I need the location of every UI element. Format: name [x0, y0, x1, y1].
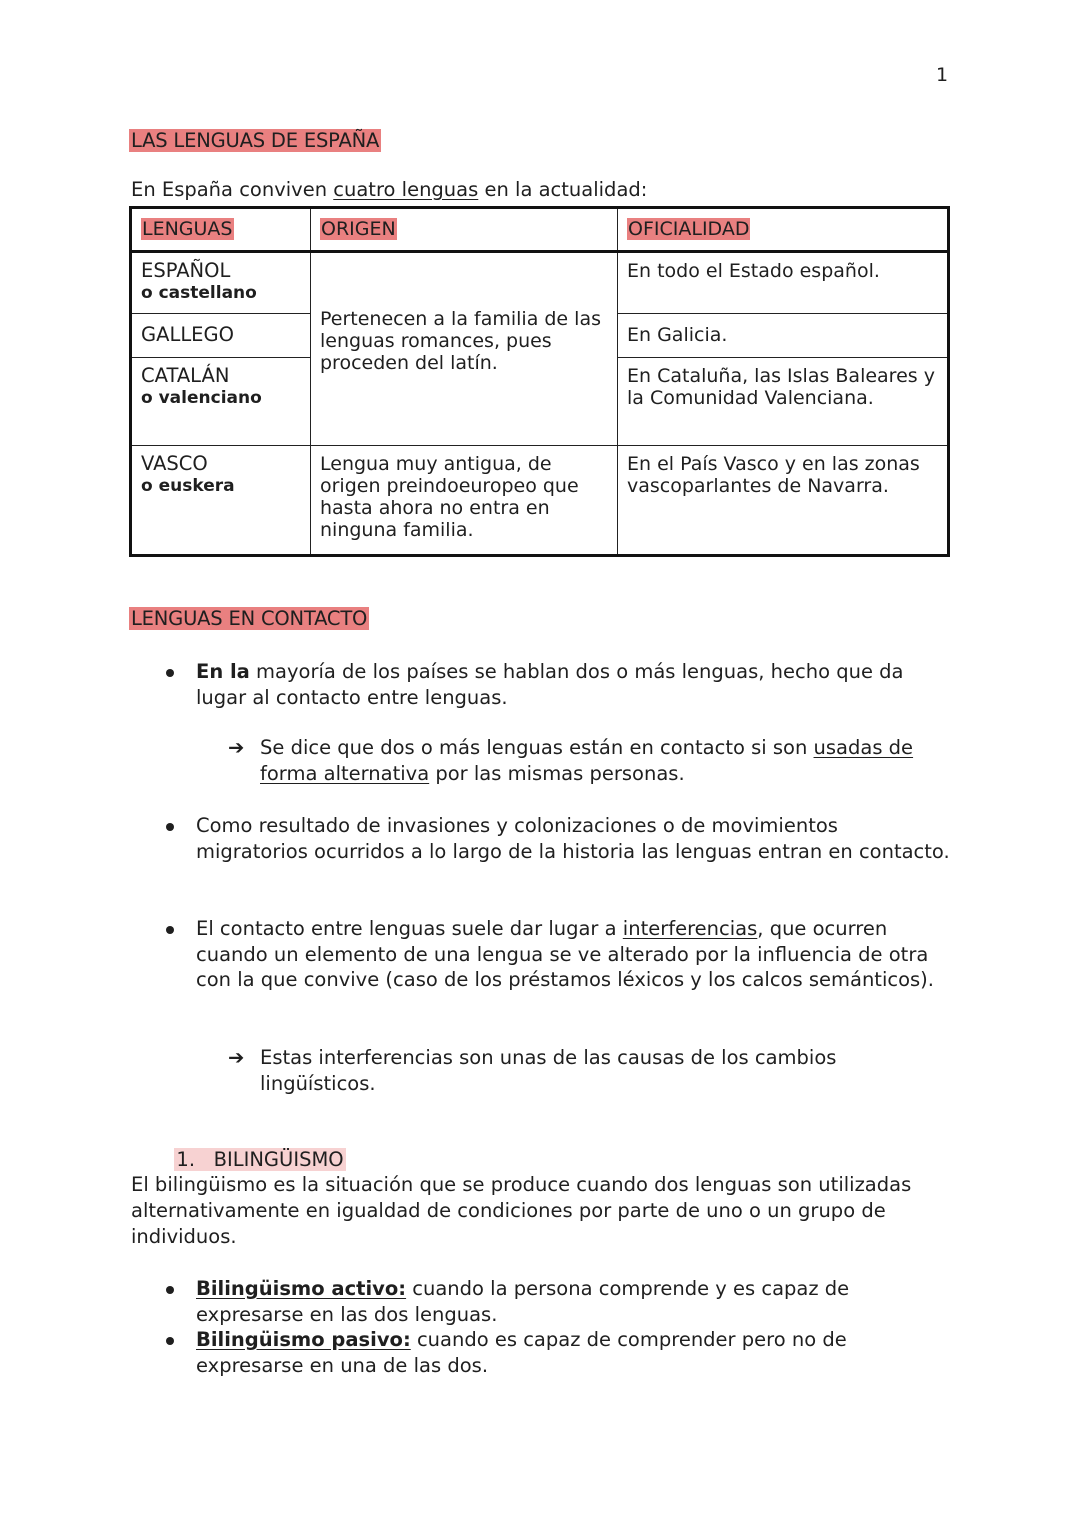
official-cell: En todo el Estado español. [618, 252, 949, 314]
lang-cell: VASCO o euskera [131, 446, 311, 556]
arrow-icon: ➔ [228, 1046, 245, 1069]
official-cell: En Galicia. [618, 314, 949, 358]
list-item: Bilingüismo pasivo: cuando es capaz de comprender pero no de expresarse en una de las dos. [164, 1327, 954, 1378]
subheading-bilinguismo: 1. BILINGÜISMO [176, 1148, 344, 1171]
table-header-row [131, 208, 949, 252]
origin-romance-cell: Pertenecen a la familia de las lenguas romances, pues proceden del latín. [311, 252, 618, 446]
intro-line [131, 176, 647, 204]
section-heading-lenguas-contacto [129, 606, 369, 631]
section-heading-lenguas-espana [129, 128, 381, 153]
origin-basque-cell: Lengua muy antigua, de origen preindoeuropeo que hasta ahora no entra en ninguna familia. [311, 446, 618, 556]
lang-cell: CATALÁN o valenciano [131, 358, 311, 446]
arrow-item: ➔ Se dice que dos o más lenguas están en contacto si son usadas de forma alternativa por las mismas personas. [228, 736, 914, 785]
intro-text: En España conviven [131, 178, 334, 201]
official-cell: En el País Vasco y en las zonas vascoparlantes de Navarra. [618, 446, 949, 556]
intro-text-end: en la actualidad: [478, 178, 648, 201]
header-lenguas: LENGUAS [131, 208, 311, 252]
lang-cell: ESPAÑOL o castellano [131, 252, 311, 314]
bullet-item: El contacto entre lenguas suele dar lugar a interferencias, que ocurren cuando un elemento de una lengua se ve alterado por la influencia de otra con la que convive (caso de los préstamos léxicos y los calcos semánticos). [164, 916, 954, 993]
header-origen: ORIGEN [311, 208, 618, 252]
official-cell: En Cataluña, las Islas Baleares y la Comunidad Valenciana. [618, 358, 949, 446]
languages-table [129, 206, 950, 557]
bilinguismo-paragraph: El bilingüismo es la situación que se produce cuando dos lenguas son utilizadas alternativamente en igualdad de condiciones por parte de uno o un grupo de individuos. [131, 1173, 912, 1248]
arrow-icon: ➔ [228, 736, 245, 759]
page-number: 1 [936, 64, 949, 86]
intro-underlined: cuatro lenguas [333, 178, 479, 201]
lang-cell: GALLEGO [131, 314, 311, 358]
arrow-item: ➔ Estas interferencias son unas de las causas de los cambios lingüísticos. [228, 1046, 837, 1095]
heading-text: LAS LENGUAS DE ESPAÑA [131, 129, 380, 152]
bullet-item: Como resultado de invasiones y colonizaciones o de movimientos migratorios ocurridos a lo largo de la historia las lenguas entran en contacto. [164, 813, 954, 864]
header-oficialidad: OFICIALIDAD [618, 208, 949, 252]
table-row [131, 446, 949, 556]
bullet-list-bilinguismo [164, 1276, 954, 1378]
table-row [131, 252, 949, 314]
list-item: Bilingüismo activo: cuando la persona comprende y es capaz de expresarse en las dos lenguas. [164, 1276, 954, 1327]
bullet-item: En la mayoría de los países se hablan dos o más lenguas, hecho que da lugar al contacto entre lenguas. [164, 659, 954, 710]
heading-text: LENGUAS EN CONTACTO [131, 607, 368, 630]
